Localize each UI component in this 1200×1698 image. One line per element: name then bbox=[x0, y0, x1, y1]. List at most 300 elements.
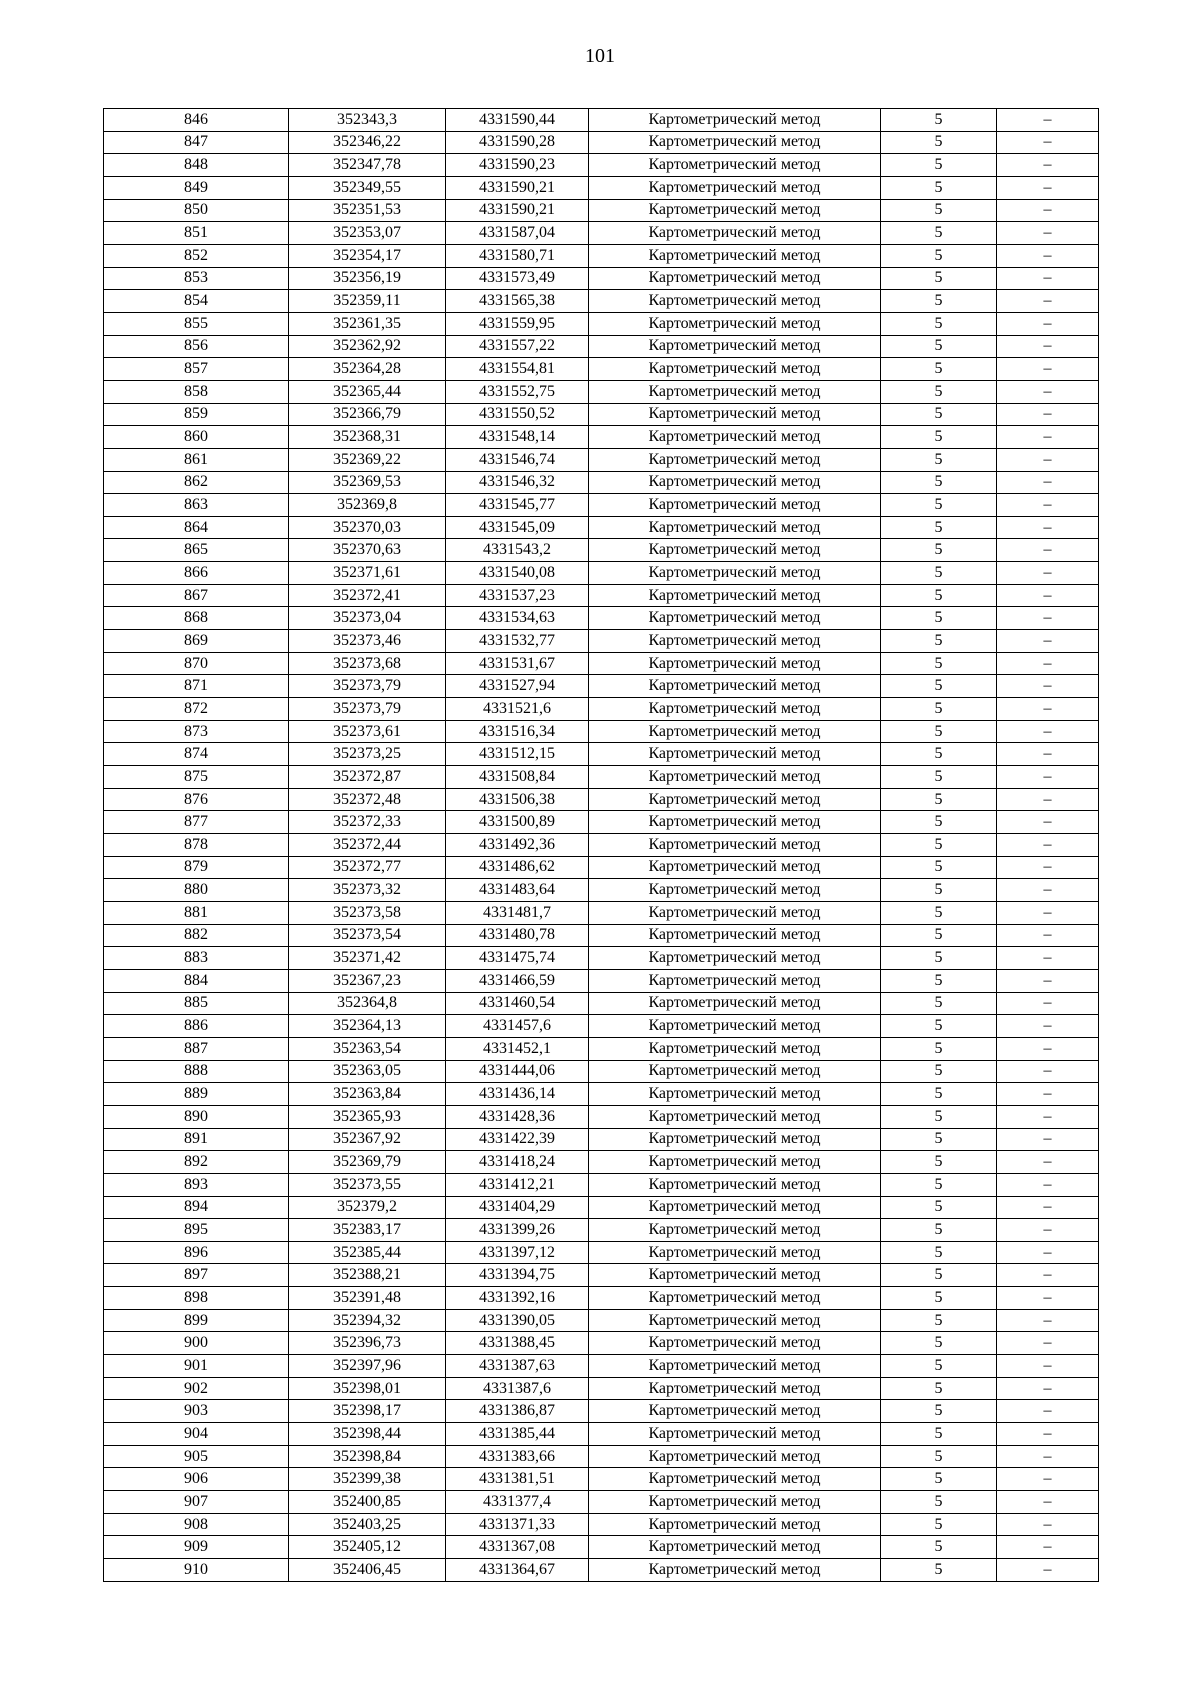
note-cell: – bbox=[997, 1060, 1099, 1083]
method-cell: Картометрический метод bbox=[589, 1355, 881, 1378]
y-coordinate-cell: 4331540,08 bbox=[446, 562, 589, 585]
point-number-cell: 884 bbox=[104, 969, 289, 992]
table-row bbox=[104, 1377, 1099, 1400]
accuracy-cell: 5 bbox=[881, 176, 997, 199]
point-number-cell: 903 bbox=[104, 1400, 289, 1423]
table-row bbox=[104, 947, 1099, 970]
table-row bbox=[104, 1060, 1099, 1083]
x-coordinate-cell: 352406,45 bbox=[289, 1559, 446, 1582]
method-cell: Картометрический метод bbox=[589, 1400, 881, 1423]
point-number-cell: 873 bbox=[104, 720, 289, 743]
y-coordinate-cell: 4331552,75 bbox=[446, 380, 589, 403]
note-cell: – bbox=[997, 539, 1099, 562]
y-coordinate-cell: 4331371,33 bbox=[446, 1513, 589, 1536]
y-coordinate-cell: 4331385,44 bbox=[446, 1423, 589, 1446]
point-number-cell: 877 bbox=[104, 811, 289, 834]
point-number-cell: 871 bbox=[104, 675, 289, 698]
accuracy-cell: 5 bbox=[881, 199, 997, 222]
y-coordinate-cell: 4331521,6 bbox=[446, 698, 589, 721]
accuracy-cell: 5 bbox=[881, 1355, 997, 1378]
point-number-cell: 857 bbox=[104, 358, 289, 381]
method-cell: Картометрический метод bbox=[589, 199, 881, 222]
method-cell: Картометрический метод bbox=[589, 380, 881, 403]
point-number-cell: 899 bbox=[104, 1309, 289, 1332]
table-row bbox=[104, 1151, 1099, 1174]
y-coordinate-cell: 4331590,28 bbox=[446, 131, 589, 154]
table-row bbox=[104, 969, 1099, 992]
x-coordinate-cell: 352370,03 bbox=[289, 516, 446, 539]
method-cell: Картометрический метод bbox=[589, 109, 881, 132]
accuracy-cell: 5 bbox=[881, 879, 997, 902]
x-coordinate-cell: 352398,01 bbox=[289, 1377, 446, 1400]
table-row bbox=[104, 607, 1099, 630]
method-cell: Картометрический метод bbox=[589, 1332, 881, 1355]
accuracy-cell: 5 bbox=[881, 516, 997, 539]
x-coordinate-cell: 352369,22 bbox=[289, 448, 446, 471]
accuracy-cell: 5 bbox=[881, 109, 997, 132]
method-cell: Картометрический метод bbox=[589, 244, 881, 267]
note-cell: – bbox=[997, 675, 1099, 698]
point-number-cell: 910 bbox=[104, 1559, 289, 1582]
y-coordinate-cell: 4331394,75 bbox=[446, 1264, 589, 1287]
note-cell: – bbox=[997, 380, 1099, 403]
method-cell: Картометрический метод bbox=[589, 1536, 881, 1559]
point-number-cell: 879 bbox=[104, 856, 289, 879]
x-coordinate-cell: 352373,58 bbox=[289, 901, 446, 924]
point-number-cell: 902 bbox=[104, 1377, 289, 1400]
note-cell: – bbox=[997, 267, 1099, 290]
note-cell: – bbox=[997, 856, 1099, 879]
y-coordinate-cell: 4331387,63 bbox=[446, 1355, 589, 1378]
y-coordinate-cell: 4331500,89 bbox=[446, 811, 589, 834]
note-cell: – bbox=[997, 947, 1099, 970]
accuracy-cell: 5 bbox=[881, 1264, 997, 1287]
x-coordinate-cell: 352367,92 bbox=[289, 1128, 446, 1151]
note-cell: – bbox=[997, 720, 1099, 743]
table-row bbox=[104, 1173, 1099, 1196]
note-cell: – bbox=[997, 494, 1099, 517]
y-coordinate-cell: 4331481,7 bbox=[446, 901, 589, 924]
x-coordinate-cell: 352366,79 bbox=[289, 403, 446, 426]
method-cell: Картометрический метод bbox=[589, 992, 881, 1015]
point-number-cell: 851 bbox=[104, 222, 289, 245]
x-coordinate-cell: 352394,32 bbox=[289, 1309, 446, 1332]
table-row bbox=[104, 811, 1099, 834]
x-coordinate-cell: 352373,61 bbox=[289, 720, 446, 743]
x-coordinate-cell: 352405,12 bbox=[289, 1536, 446, 1559]
point-number-cell: 856 bbox=[104, 335, 289, 358]
method-cell: Картометрический метод bbox=[589, 584, 881, 607]
point-number-cell: 885 bbox=[104, 992, 289, 1015]
x-coordinate-cell: 352400,85 bbox=[289, 1491, 446, 1514]
y-coordinate-cell: 4331559,95 bbox=[446, 312, 589, 335]
method-cell: Картометрический метод bbox=[589, 1491, 881, 1514]
table-row bbox=[104, 1445, 1099, 1468]
note-cell: – bbox=[997, 1105, 1099, 1128]
x-coordinate-cell: 352373,25 bbox=[289, 743, 446, 766]
table-row bbox=[104, 335, 1099, 358]
accuracy-cell: 5 bbox=[881, 1400, 997, 1423]
accuracy-cell: 5 bbox=[881, 652, 997, 675]
note-cell: – bbox=[997, 1287, 1099, 1310]
x-coordinate-cell: 352347,78 bbox=[289, 154, 446, 177]
method-cell: Картометрический метод bbox=[589, 1105, 881, 1128]
accuracy-cell: 5 bbox=[881, 1287, 997, 1310]
point-number-cell: 875 bbox=[104, 766, 289, 789]
point-number-cell: 874 bbox=[104, 743, 289, 766]
method-cell: Картометрический метод bbox=[589, 901, 881, 924]
point-number-cell: 852 bbox=[104, 244, 289, 267]
y-coordinate-cell: 4331550,52 bbox=[446, 403, 589, 426]
table-row bbox=[104, 1423, 1099, 1446]
table-row bbox=[104, 992, 1099, 1015]
point-number-cell: 848 bbox=[104, 154, 289, 177]
note-cell: – bbox=[997, 1241, 1099, 1264]
x-coordinate-cell: 352373,04 bbox=[289, 607, 446, 630]
x-coordinate-cell: 352363,84 bbox=[289, 1083, 446, 1106]
x-coordinate-cell: 352396,73 bbox=[289, 1332, 446, 1355]
table-row bbox=[104, 675, 1099, 698]
x-coordinate-cell: 352354,17 bbox=[289, 244, 446, 267]
accuracy-cell: 5 bbox=[881, 1536, 997, 1559]
x-coordinate-cell: 352385,44 bbox=[289, 1241, 446, 1264]
method-cell: Картометрический метод bbox=[589, 448, 881, 471]
point-number-cell: 907 bbox=[104, 1491, 289, 1514]
table-row bbox=[104, 358, 1099, 381]
accuracy-cell: 5 bbox=[881, 607, 997, 630]
method-cell: Картометрический метод bbox=[589, 1060, 881, 1083]
table-row bbox=[104, 1468, 1099, 1491]
note-cell: – bbox=[997, 516, 1099, 539]
method-cell: Картометрический метод bbox=[589, 720, 881, 743]
x-coordinate-cell: 352364,28 bbox=[289, 358, 446, 381]
accuracy-cell: 5 bbox=[881, 924, 997, 947]
point-number-cell: 882 bbox=[104, 924, 289, 947]
point-number-cell: 858 bbox=[104, 380, 289, 403]
accuracy-cell: 5 bbox=[881, 1332, 997, 1355]
table-row bbox=[104, 720, 1099, 743]
x-coordinate-cell: 352372,48 bbox=[289, 788, 446, 811]
x-coordinate-cell: 352373,54 bbox=[289, 924, 446, 947]
method-cell: Картометрический метод bbox=[589, 1219, 881, 1242]
y-coordinate-cell: 4331557,22 bbox=[446, 335, 589, 358]
note-cell: – bbox=[997, 698, 1099, 721]
note-cell: – bbox=[997, 834, 1099, 857]
note-cell: – bbox=[997, 788, 1099, 811]
table-row bbox=[104, 426, 1099, 449]
y-coordinate-cell: 4331404,29 bbox=[446, 1196, 589, 1219]
table-row bbox=[104, 1309, 1099, 1332]
y-coordinate-cell: 4331546,74 bbox=[446, 448, 589, 471]
note-cell: – bbox=[997, 426, 1099, 449]
accuracy-cell: 5 bbox=[881, 290, 997, 313]
page-number: 101 bbox=[585, 45, 615, 67]
coordinates-table bbox=[103, 108, 1099, 1582]
accuracy-cell: 5 bbox=[881, 1060, 997, 1083]
method-cell: Картометрический метод bbox=[589, 811, 881, 834]
point-number-cell: 888 bbox=[104, 1060, 289, 1083]
table-row bbox=[104, 630, 1099, 653]
accuracy-cell: 5 bbox=[881, 675, 997, 698]
method-cell: Картометрический метод bbox=[589, 403, 881, 426]
table-row bbox=[104, 154, 1099, 177]
table-row bbox=[104, 176, 1099, 199]
x-coordinate-cell: 352369,79 bbox=[289, 1151, 446, 1174]
method-cell: Картометрический метод bbox=[589, 1377, 881, 1400]
note-cell: – bbox=[997, 1355, 1099, 1378]
accuracy-cell: 5 bbox=[881, 1468, 997, 1491]
y-coordinate-cell: 4331548,14 bbox=[446, 426, 589, 449]
method-cell: Картометрический метод bbox=[589, 1309, 881, 1332]
table-row bbox=[104, 516, 1099, 539]
table-row bbox=[104, 448, 1099, 471]
point-number-cell: 850 bbox=[104, 199, 289, 222]
accuracy-cell: 5 bbox=[881, 426, 997, 449]
y-coordinate-cell: 4331386,87 bbox=[446, 1400, 589, 1423]
table-row bbox=[104, 267, 1099, 290]
table-row bbox=[104, 494, 1099, 517]
table-row bbox=[104, 562, 1099, 585]
y-coordinate-cell: 4331546,32 bbox=[446, 471, 589, 494]
note-cell: – bbox=[997, 1536, 1099, 1559]
accuracy-cell: 5 bbox=[881, 562, 997, 585]
method-cell: Картометрический метод bbox=[589, 1083, 881, 1106]
y-coordinate-cell: 4331428,36 bbox=[446, 1105, 589, 1128]
note-cell: – bbox=[997, 335, 1099, 358]
x-coordinate-cell: 352391,48 bbox=[289, 1287, 446, 1310]
note-cell: – bbox=[997, 471, 1099, 494]
table-row bbox=[104, 1559, 1099, 1582]
accuracy-cell: 5 bbox=[881, 1513, 997, 1536]
table-row bbox=[104, 1287, 1099, 1310]
accuracy-cell: 5 bbox=[881, 992, 997, 1015]
table-row bbox=[104, 1355, 1099, 1378]
x-coordinate-cell: 352398,84 bbox=[289, 1445, 446, 1468]
x-coordinate-cell: 352349,55 bbox=[289, 176, 446, 199]
x-coordinate-cell: 352365,44 bbox=[289, 380, 446, 403]
table-row bbox=[104, 1400, 1099, 1423]
x-coordinate-cell: 352373,46 bbox=[289, 630, 446, 653]
note-cell: – bbox=[997, 743, 1099, 766]
x-coordinate-cell: 352403,25 bbox=[289, 1513, 446, 1536]
y-coordinate-cell: 4331590,21 bbox=[446, 199, 589, 222]
note-cell: – bbox=[997, 1491, 1099, 1514]
table-row bbox=[104, 312, 1099, 335]
x-coordinate-cell: 352363,05 bbox=[289, 1060, 446, 1083]
method-cell: Картометрический метод bbox=[589, 1423, 881, 1446]
x-coordinate-cell: 352369,8 bbox=[289, 494, 446, 517]
y-coordinate-cell: 4331573,49 bbox=[446, 267, 589, 290]
method-cell: Картометрический метод bbox=[589, 1559, 881, 1582]
y-coordinate-cell: 4331436,14 bbox=[446, 1083, 589, 1106]
accuracy-cell: 5 bbox=[881, 766, 997, 789]
table-row bbox=[104, 856, 1099, 879]
accuracy-cell: 5 bbox=[881, 788, 997, 811]
point-number-cell: 891 bbox=[104, 1128, 289, 1151]
accuracy-cell: 5 bbox=[881, 1151, 997, 1174]
table-row bbox=[104, 1219, 1099, 1242]
y-coordinate-cell: 4331543,2 bbox=[446, 539, 589, 562]
y-coordinate-cell: 4331531,67 bbox=[446, 652, 589, 675]
point-number-cell: 901 bbox=[104, 1355, 289, 1378]
note-cell: – bbox=[997, 1128, 1099, 1151]
table-row bbox=[104, 131, 1099, 154]
note-cell: – bbox=[997, 879, 1099, 902]
point-number-cell: 876 bbox=[104, 788, 289, 811]
x-coordinate-cell: 352353,07 bbox=[289, 222, 446, 245]
x-coordinate-cell: 352373,55 bbox=[289, 1173, 446, 1196]
table-row bbox=[104, 879, 1099, 902]
accuracy-cell: 5 bbox=[881, 856, 997, 879]
method-cell: Картометрический метод bbox=[589, 1128, 881, 1151]
method-cell: Картометрический метод bbox=[589, 630, 881, 653]
y-coordinate-cell: 4331480,78 bbox=[446, 924, 589, 947]
note-cell: – bbox=[997, 1400, 1099, 1423]
accuracy-cell: 5 bbox=[881, 901, 997, 924]
y-coordinate-cell: 4331392,16 bbox=[446, 1287, 589, 1310]
method-cell: Картометрический метод bbox=[589, 154, 881, 177]
y-coordinate-cell: 4331475,74 bbox=[446, 947, 589, 970]
note-cell: – bbox=[997, 1015, 1099, 1038]
y-coordinate-cell: 4331506,38 bbox=[446, 788, 589, 811]
accuracy-cell: 5 bbox=[881, 1128, 997, 1151]
table-row bbox=[104, 290, 1099, 313]
y-coordinate-cell: 4331399,26 bbox=[446, 1219, 589, 1242]
x-coordinate-cell: 352373,79 bbox=[289, 698, 446, 721]
y-coordinate-cell: 4331418,24 bbox=[446, 1151, 589, 1174]
note-cell: – bbox=[997, 1151, 1099, 1174]
table-row bbox=[104, 1513, 1099, 1536]
point-number-cell: 859 bbox=[104, 403, 289, 426]
method-cell: Картометрический метод bbox=[589, 176, 881, 199]
note-cell: – bbox=[997, 1219, 1099, 1242]
y-coordinate-cell: 4331545,77 bbox=[446, 494, 589, 517]
table-row bbox=[104, 1015, 1099, 1038]
point-number-cell: 881 bbox=[104, 901, 289, 924]
accuracy-cell: 5 bbox=[881, 1037, 997, 1060]
method-cell: Картометрический метод bbox=[589, 1264, 881, 1287]
table-row bbox=[104, 244, 1099, 267]
accuracy-cell: 5 bbox=[881, 539, 997, 562]
accuracy-cell: 5 bbox=[881, 154, 997, 177]
note-cell: – bbox=[997, 1309, 1099, 1332]
y-coordinate-cell: 4331590,21 bbox=[446, 176, 589, 199]
note-cell: – bbox=[997, 901, 1099, 924]
y-coordinate-cell: 4331527,94 bbox=[446, 675, 589, 698]
x-coordinate-cell: 352369,53 bbox=[289, 471, 446, 494]
note-cell: – bbox=[997, 1468, 1099, 1491]
method-cell: Картометрический метод bbox=[589, 312, 881, 335]
note-cell: – bbox=[997, 652, 1099, 675]
method-cell: Картометрический метод bbox=[589, 969, 881, 992]
method-cell: Картометрический метод bbox=[589, 267, 881, 290]
x-coordinate-cell: 352368,31 bbox=[289, 426, 446, 449]
point-number-cell: 890 bbox=[104, 1105, 289, 1128]
y-coordinate-cell: 4331383,66 bbox=[446, 1445, 589, 1468]
table-row bbox=[104, 788, 1099, 811]
note-cell: – bbox=[997, 1423, 1099, 1446]
x-coordinate-cell: 352399,38 bbox=[289, 1468, 446, 1491]
y-coordinate-cell: 4331412,21 bbox=[446, 1173, 589, 1196]
accuracy-cell: 5 bbox=[881, 720, 997, 743]
note-cell: – bbox=[997, 1559, 1099, 1582]
note-cell: – bbox=[997, 448, 1099, 471]
accuracy-cell: 5 bbox=[881, 1423, 997, 1446]
method-cell: Картометрический метод bbox=[589, 924, 881, 947]
note-cell: – bbox=[997, 811, 1099, 834]
note-cell: – bbox=[997, 131, 1099, 154]
point-number-cell: 896 bbox=[104, 1241, 289, 1264]
table-row bbox=[104, 1083, 1099, 1106]
table-row bbox=[104, 652, 1099, 675]
x-coordinate-cell: 352364,13 bbox=[289, 1015, 446, 1038]
accuracy-cell: 5 bbox=[881, 969, 997, 992]
y-coordinate-cell: 4331377,4 bbox=[446, 1491, 589, 1514]
table-row bbox=[104, 1491, 1099, 1514]
accuracy-cell: 5 bbox=[881, 1377, 997, 1400]
method-cell: Картометрический метод bbox=[589, 426, 881, 449]
y-coordinate-cell: 4331545,09 bbox=[446, 516, 589, 539]
note-cell: – bbox=[997, 924, 1099, 947]
point-number-cell: 893 bbox=[104, 1173, 289, 1196]
x-coordinate-cell: 352361,35 bbox=[289, 312, 446, 335]
point-number-cell: 862 bbox=[104, 471, 289, 494]
x-coordinate-cell: 352383,17 bbox=[289, 1219, 446, 1242]
point-number-cell: 894 bbox=[104, 1196, 289, 1219]
point-number-cell: 855 bbox=[104, 312, 289, 335]
y-coordinate-cell: 4331367,08 bbox=[446, 1536, 589, 1559]
x-coordinate-cell: 352370,63 bbox=[289, 539, 446, 562]
coordinates-table-body bbox=[104, 109, 1099, 1582]
x-coordinate-cell: 352363,54 bbox=[289, 1037, 446, 1060]
accuracy-cell: 5 bbox=[881, 1083, 997, 1106]
point-number-cell: 870 bbox=[104, 652, 289, 675]
point-number-cell: 892 bbox=[104, 1151, 289, 1174]
point-number-cell: 866 bbox=[104, 562, 289, 585]
x-coordinate-cell: 352373,79 bbox=[289, 675, 446, 698]
accuracy-cell: 5 bbox=[881, 630, 997, 653]
accuracy-cell: 5 bbox=[881, 698, 997, 721]
note-cell: – bbox=[997, 312, 1099, 335]
accuracy-cell: 5 bbox=[881, 1559, 997, 1582]
method-cell: Картометрический метод bbox=[589, 222, 881, 245]
method-cell: Картометрический метод bbox=[589, 358, 881, 381]
table-row bbox=[104, 109, 1099, 132]
table-row bbox=[104, 199, 1099, 222]
point-number-cell: 904 bbox=[104, 1423, 289, 1446]
table-row bbox=[104, 901, 1099, 924]
y-coordinate-cell: 4331486,62 bbox=[446, 856, 589, 879]
point-number-cell: 846 bbox=[104, 109, 289, 132]
point-number-cell: 854 bbox=[104, 290, 289, 313]
point-number-cell: 865 bbox=[104, 539, 289, 562]
y-coordinate-cell: 4331444,06 bbox=[446, 1060, 589, 1083]
method-cell: Картометрический метод bbox=[589, 834, 881, 857]
method-cell: Картометрический метод bbox=[589, 1173, 881, 1196]
note-cell: – bbox=[997, 607, 1099, 630]
note-cell: – bbox=[997, 358, 1099, 381]
accuracy-cell: 5 bbox=[881, 131, 997, 154]
table-row bbox=[104, 222, 1099, 245]
table-row bbox=[104, 834, 1099, 857]
y-coordinate-cell: 4331364,67 bbox=[446, 1559, 589, 1582]
x-coordinate-cell: 352372,77 bbox=[289, 856, 446, 879]
accuracy-cell: 5 bbox=[881, 743, 997, 766]
method-cell: Картометрический метод bbox=[589, 1445, 881, 1468]
method-cell: Картометрический метод bbox=[589, 539, 881, 562]
table-row bbox=[104, 1536, 1099, 1559]
note-cell: – bbox=[997, 176, 1099, 199]
